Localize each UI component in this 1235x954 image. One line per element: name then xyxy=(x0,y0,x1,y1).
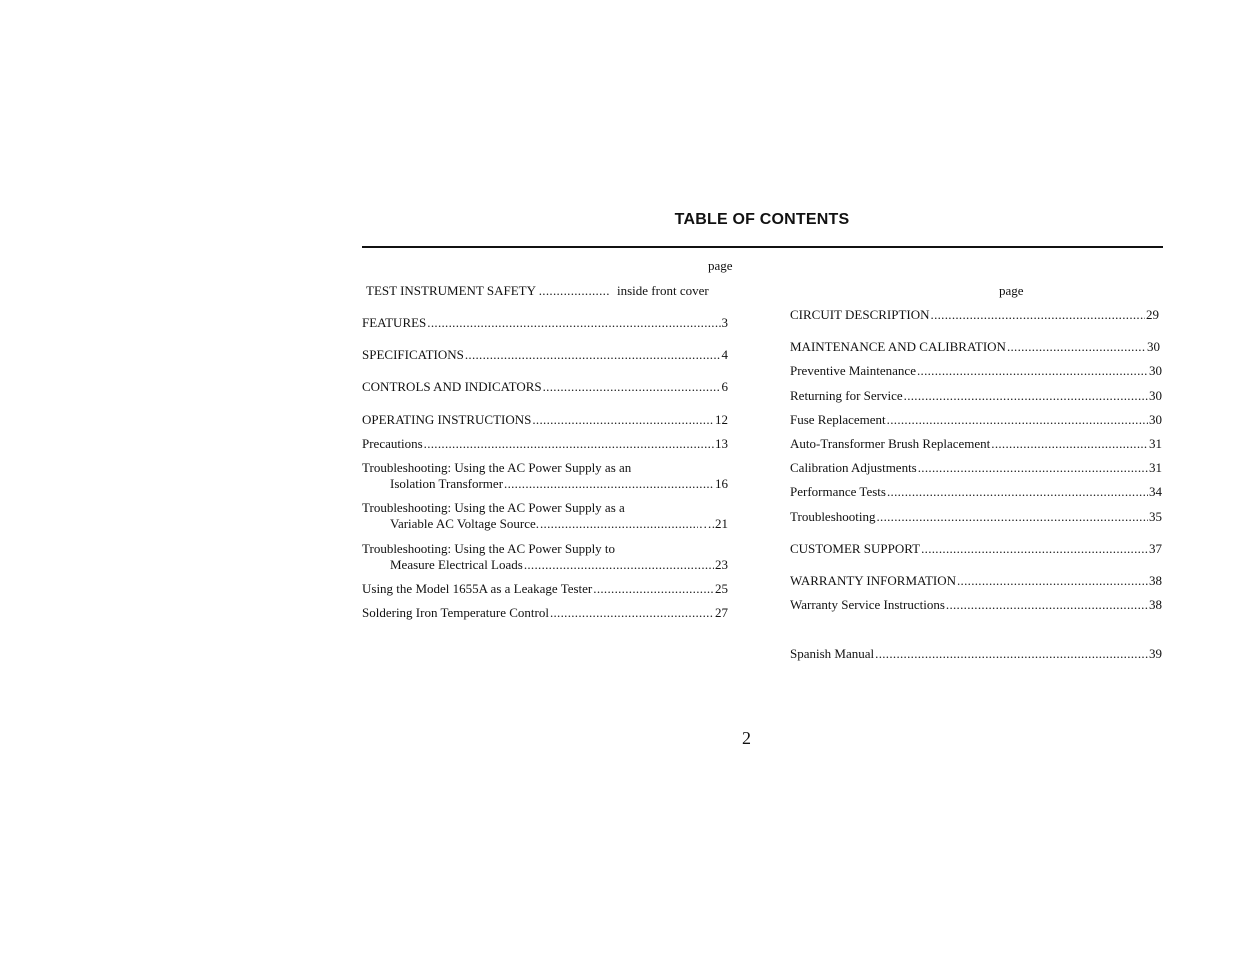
toc-leader xyxy=(946,597,1148,613)
toc-entry-page: 30 xyxy=(1149,412,1162,427)
toc-entry-page: 35 xyxy=(1149,509,1162,524)
toc-entry-fuse xyxy=(790,412,1162,428)
toc-leader xyxy=(543,379,721,395)
toc-leader xyxy=(876,509,1148,525)
toc-leader xyxy=(424,436,714,452)
left-page-label: page xyxy=(708,258,733,273)
toc-entry-page: 12 xyxy=(715,412,728,427)
toc-entry-page: 31 xyxy=(1149,460,1162,475)
toc-leader xyxy=(887,412,1148,428)
toc-entry-label: SPECIFICATIONS xyxy=(362,347,464,362)
toc-entry-returning xyxy=(790,388,1162,404)
toc-entry-label: Auto-Transformer Brush Replacement xyxy=(790,436,991,451)
toc-entry-soldering xyxy=(362,605,728,621)
page-number: 2 xyxy=(742,728,751,748)
toc-leader xyxy=(957,573,1148,589)
title-rule xyxy=(362,246,1163,248)
toc-entry-page: 38 xyxy=(1149,597,1162,612)
toc-title: TABLE OF CONTENTS xyxy=(674,211,850,228)
toc-leader: .................... xyxy=(538,283,610,298)
toc-entry-label: Troubleshooting: Using the AC Power Supply as an xyxy=(362,460,632,475)
toc-entry-troubleshooting xyxy=(790,509,1162,525)
toc-entry-page: 37 xyxy=(1149,541,1162,556)
toc-entry-maintenance xyxy=(790,339,1160,355)
toc-leader xyxy=(918,460,1148,476)
toc-entry-page: 29 xyxy=(1146,307,1159,322)
toc-leader xyxy=(465,347,721,363)
toc-leader xyxy=(904,388,1148,404)
toc-entry-label: Using the Model 1655A as a Leakage Tester xyxy=(362,581,593,596)
toc-leader xyxy=(532,412,714,428)
toc-leader xyxy=(550,605,714,621)
toc-entry-label: Calibration Adjustments xyxy=(790,460,917,475)
toc-entry-label: Performance Tests xyxy=(790,484,886,499)
toc-entry-circuit xyxy=(790,307,1159,323)
toc-leader xyxy=(887,484,1148,500)
toc-entry-label: MAINTENANCE AND CALIBRATION xyxy=(790,339,1006,354)
toc-entry-performance xyxy=(790,484,1162,500)
toc-entry-customer xyxy=(790,541,1162,557)
toc-entry-label: Troubleshooting: Using the AC Power Supply as a xyxy=(362,500,625,515)
toc-entry-label: Troubleshooting: Using the AC Power Supply to xyxy=(362,541,616,556)
toc-entry-page: 39 xyxy=(1149,646,1162,661)
toc-leader xyxy=(427,315,720,331)
toc-entry-preventive xyxy=(790,363,1162,379)
toc-leader xyxy=(540,516,698,532)
toc-entry-operating xyxy=(362,412,728,428)
toc-entry-label: Preventive Maintenance xyxy=(790,363,916,378)
toc-entry-label: Fuse Replacement xyxy=(790,412,886,427)
toc-entry-page: inside front cover xyxy=(617,283,709,298)
toc-entry-label-continued: Isolation Transformer xyxy=(390,476,504,491)
toc-leader xyxy=(917,363,1148,379)
toc-entry-label: CONTROLS AND INDICATORS xyxy=(362,379,542,394)
toc-entry-label: Warranty Service Instructions xyxy=(790,597,945,612)
toc-entry-label-continued: Variable AC Voltage Source. xyxy=(390,516,539,531)
toc-entry-warranty-service xyxy=(790,597,1162,613)
toc-entry-page: 6 xyxy=(721,379,728,394)
toc-entry-warranty xyxy=(790,573,1162,589)
toc-entry-page: 27 xyxy=(715,605,728,620)
toc-entry-label: WARRANTY INFORMATION xyxy=(790,573,956,588)
toc-entry-page: 31 xyxy=(1149,436,1162,451)
toc-entry-controls xyxy=(362,379,728,395)
toc-entry-page: 30 xyxy=(1147,339,1160,354)
toc-entry-label: CUSTOMER SUPPORT xyxy=(790,541,921,556)
toc-entry-label: TEST INSTRUMENT SAFETY xyxy=(366,283,536,298)
toc-entry-page: 34 xyxy=(1149,484,1162,499)
toc-entry-label: FEATURES xyxy=(362,315,427,330)
toc-entry-label: Troubleshooting xyxy=(790,509,876,524)
toc-entry-page: 30 xyxy=(1149,388,1162,403)
toc-entry-brush xyxy=(790,436,1162,452)
toc-entry-spanish xyxy=(790,646,1162,662)
toc-entry-label: Spanish Manual xyxy=(790,646,875,661)
toc-entry-page: ….21 xyxy=(698,516,728,531)
toc-leader xyxy=(875,646,1148,662)
toc-entry-troubleshooting-variable xyxy=(362,500,728,532)
toc-entry-label: Precautions xyxy=(362,436,423,451)
toc-entry-specifications xyxy=(362,347,728,363)
toc-entry-page: 30 xyxy=(1149,363,1162,378)
toc-entry-page: 23 xyxy=(715,557,728,572)
toc-leader xyxy=(524,557,714,573)
toc-entry-troubleshooting-isolation xyxy=(362,460,728,492)
toc-entry-label: CIRCUIT DESCRIPTION xyxy=(790,307,930,322)
toc-entry-label: Soldering Iron Temperature Control xyxy=(362,605,549,620)
toc-leader xyxy=(593,581,714,597)
toc-entry-page: 3 xyxy=(721,315,728,330)
toc-entry-label: Returning for Service xyxy=(790,388,903,403)
toc-entry-page: 25 xyxy=(715,581,728,596)
toc-entry-features xyxy=(362,315,728,331)
toc-entry-page: 13 xyxy=(715,436,728,451)
toc-leader xyxy=(921,541,1148,557)
toc-leader xyxy=(1007,339,1146,355)
toc-entry-label: OPERATING INSTRUCTIONS xyxy=(362,412,532,427)
toc-entry-calibration xyxy=(790,460,1162,476)
toc-leader xyxy=(991,436,1148,452)
toc-entry-page: 38 xyxy=(1149,573,1162,588)
toc-entry-page: 16 xyxy=(715,476,728,491)
toc-entry-precautions xyxy=(362,436,728,452)
toc-entry-leakage xyxy=(362,581,728,597)
toc-entry-troubleshooting-loads xyxy=(362,541,728,573)
toc-entry-label-continued: Measure Electrical Loads xyxy=(390,557,523,572)
toc-entry-safety xyxy=(366,283,732,299)
right-page-label: page xyxy=(999,283,1024,298)
toc-entry-page: 4 xyxy=(721,347,728,362)
toc-leader xyxy=(504,476,714,492)
toc-leader xyxy=(931,307,1145,323)
